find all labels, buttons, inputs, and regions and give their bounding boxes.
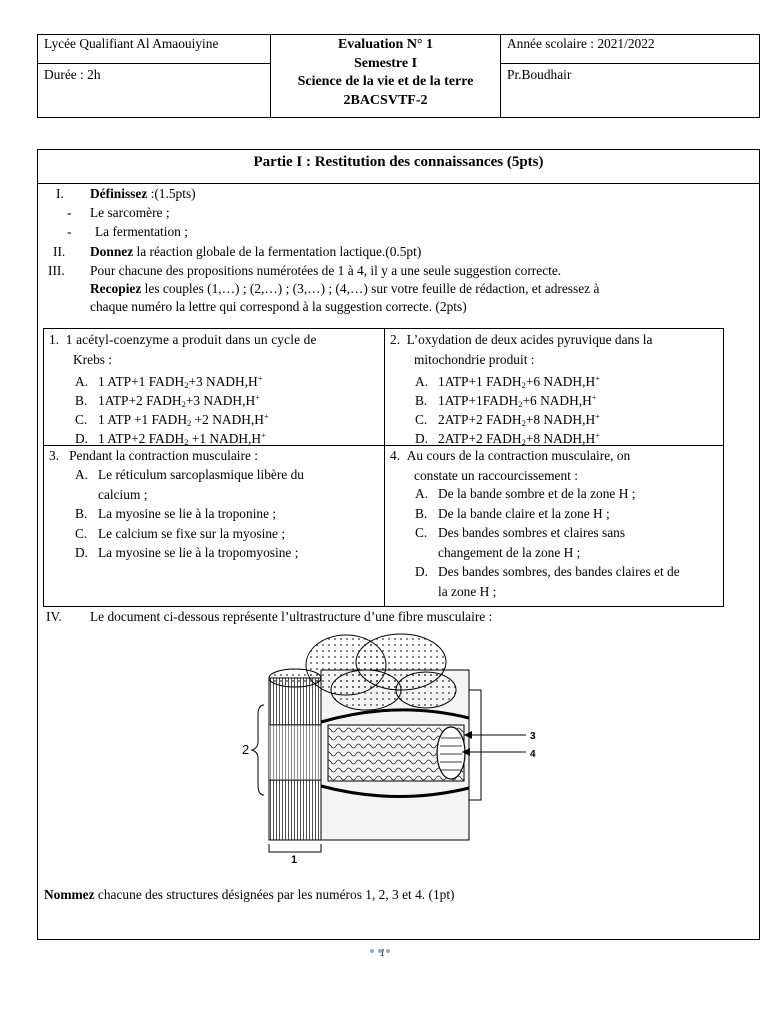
school-name: Lycée Qualifiant Al Amaouiyine bbox=[44, 36, 219, 51]
mcq-1-option-a: A. 1 ATP+1 $FADH_2+3$ NADH,H+ bbox=[75, 373, 263, 390]
mcq-3-option-a: A. Le réticulum sarcoplasmique libère du calcium ; bbox=[75, 467, 304, 502]
mcq-1-option-d: D. 1 ATP+2 $FADH_2 +1$ NADH,H+ bbox=[75, 430, 266, 447]
mcq-2-option-a: A. 1ATP+1 $FADH_2+6$ NADH,H+ bbox=[415, 373, 600, 390]
myofibril bbox=[269, 669, 321, 840]
mcq-4-option-d: D. Des bandes sombres, des bandes claires et de la zone H ; bbox=[415, 564, 680, 599]
muscle-fiber-figure bbox=[236, 630, 546, 870]
question-3-number: III. bbox=[48, 263, 65, 278]
figure-label-3: 3 bbox=[530, 731, 536, 742]
definition-item-fermentation: La fermentation ; bbox=[95, 224, 188, 239]
question-2: Donnez la réaction globale de la fermentation lactique.(0.5pt) bbox=[90, 244, 422, 259]
header-table bbox=[37, 34, 760, 118]
question-4: Le document ci-dessous représente l’ultrastructure d’une fibre musculaire : bbox=[90, 609, 493, 624]
mitochondrion bbox=[437, 727, 465, 779]
figure-label-2: 2 bbox=[242, 742, 250, 757]
question-1-number: I. bbox=[56, 186, 64, 201]
figure-label-1: 1 bbox=[291, 854, 298, 866]
mcq-1-option-c: C. 1 ATP +1 $FADH_2 +2$ NADH,H+ bbox=[75, 411, 269, 428]
mcq-4-option-c: C. Des bandes sombres et claires sans changement de la zone H ; bbox=[415, 525, 626, 560]
question-4-number: IV. bbox=[46, 609, 62, 624]
exam-title: Evaluation N° 1 Semestre I Science de la vie et de la terre 2BACSVTF-2 bbox=[297, 37, 474, 108]
question-3-line-1: Pour chacune des propositions numérotées de 1 à 4, il y a une seule suggestion correcte. bbox=[90, 263, 562, 278]
mcq-3: 3. Pendant la contraction musculaire : bbox=[49, 448, 258, 463]
naming-instruction: Nommez chacune des structures désignées par les numéros 1, 2, 3 et 4. (1pt) bbox=[44, 887, 455, 902]
question-1: Définissez :(1.5pts) bbox=[90, 186, 196, 201]
question-3-line-3: chaque numéro la lettre qui correspond à la suggestion correcte. (2pts) bbox=[90, 299, 467, 314]
mcq-4: 4. Au cours de la contraction musculaire, on constate un raccourcissement : bbox=[390, 448, 631, 483]
mcq-2-option-b: B. $1ATP+1FADH_2+6$ NADH,H+ bbox=[415, 392, 597, 409]
question-2-number: II. bbox=[53, 244, 66, 259]
mcq-2-option-c: C. 2ATP+2 $FADH_2+8$ NADH,H+ bbox=[415, 411, 600, 428]
figure-label-4: 4 bbox=[530, 749, 536, 760]
mcq-3-option-c: C. Le calcium se fixe sur la myosine ; bbox=[75, 525, 286, 541]
mcq-3-option-b: B. La myosine se lie à la troponine ; bbox=[75, 506, 277, 522]
page-number: 1 bbox=[380, 948, 385, 959]
duration: Durée : 2h bbox=[44, 67, 101, 82]
mcq-4-option-a: A. De la bande sombre et de la zone H ; bbox=[415, 486, 636, 501]
teacher-name: Pr.Boudhair bbox=[507, 67, 572, 82]
definition-item-sarcomere: Le sarcomère ; bbox=[90, 205, 170, 220]
question-3-line-2: Recopiez les couples (1,…) ; (2,…) ; (3,…) ; (4,…) sur votre feuille de rédaction, et adressez à bbox=[90, 281, 600, 296]
mcq-2-option-d: D. 2ATP+2 $FADH_2+8$ NADH,H+ bbox=[415, 430, 600, 447]
mcq-1-option-b: B. 1ATP+2 $FADH_2+3$ NADH,H+ bbox=[75, 392, 260, 409]
mcq-2: 2. L’oxydation de deux acides pyruvique dans la mitochondrie produit : bbox=[390, 332, 653, 367]
school-year: Année scolaire : 2021/2022 bbox=[507, 36, 655, 51]
mcq-3-option-d: D. La myosine se lie à la tropomyosine ; bbox=[75, 545, 299, 561]
mcq-1: 1. 1 acétyl-coenzyme a produit dans un cycle de Krebs : bbox=[49, 332, 317, 367]
part-title: Partie I : Restitution des connaissances (5pts) bbox=[253, 154, 544, 170]
mcq-4-option-b: B. De la bande claire et la zone H ; bbox=[415, 505, 610, 521]
